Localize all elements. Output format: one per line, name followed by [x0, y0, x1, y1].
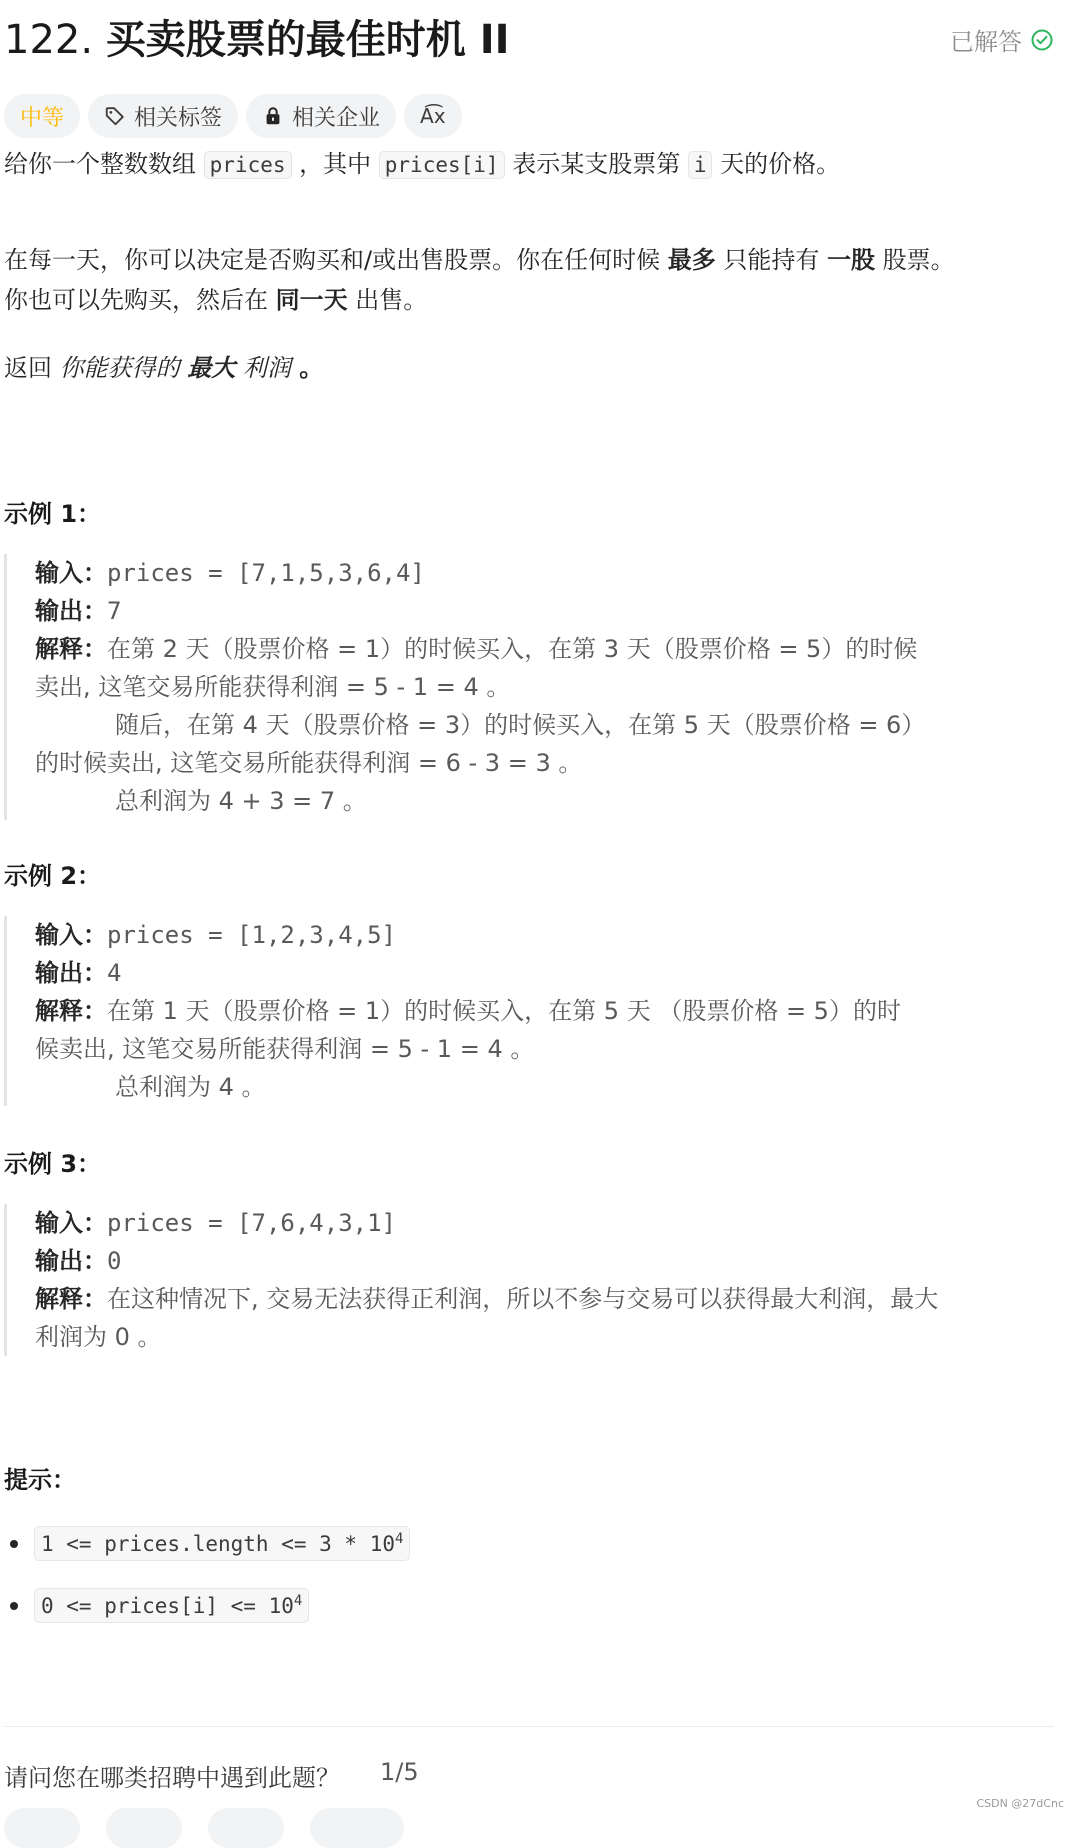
explanation-text: 在第 1 天（股票价格 = 1）的时候买入，在第 5 天 （股票价格 = 5）的时 — [107, 997, 901, 1025]
input-value: prices = [1,2,3,4,5] — [107, 921, 396, 949]
output-label: 输出： — [35, 1247, 107, 1275]
italic-text: 利润 — [235, 354, 291, 382]
bold-text: 最多 — [667, 246, 716, 274]
example-1-block — [4, 554, 1020, 820]
survey-options — [4, 1808, 404, 1848]
constraint-text: 1 <= prices.length <= 3 * 10 — [41, 1532, 396, 1556]
inline-code: prices — [204, 151, 292, 179]
description-paragraph-3 — [4, 348, 323, 388]
output-label: 输出： — [35, 597, 107, 625]
input-label: 输入： — [35, 559, 107, 587]
explanation-text: 在第 2 天（股票价格 = 1）的时候买入，在第 3 天（股票价格 = 5）的时候 — [107, 635, 918, 663]
description-paragraph-1 — [4, 144, 840, 185]
output-label: 输出： — [35, 959, 107, 987]
text: 只能持有 — [715, 246, 827, 274]
solved-status — [950, 22, 1054, 57]
input-label: 输入： — [35, 1209, 107, 1237]
text: 给你一个整数数组 — [4, 150, 204, 178]
constraint-item — [4, 1588, 309, 1623]
survey-question: 请问您在哪类招聘中遇到此题？ — [4, 1764, 340, 1792]
translate-icon: A͡x — [420, 104, 446, 128]
example-2-block — [4, 916, 1020, 1106]
explanation-label: 解释： — [35, 1285, 107, 1313]
description-paragraph-2 — [4, 240, 955, 280]
watermark: CSDN @27dCnc — [976, 1797, 1064, 1810]
text: 。 — [290, 354, 324, 382]
explanation-text: 卖出, 这笔交易所能获得利润 = 5 - 1 = 4 。 — [35, 673, 511, 701]
explanation-text: 利润为 0 。 — [35, 1323, 162, 1351]
title-row — [4, 12, 1054, 72]
difficulty-badge — [4, 94, 80, 138]
constraint-code — [34, 1588, 309, 1623]
related-topics-label: 相关标签 — [134, 105, 223, 131]
solved-label: 已解答 — [950, 28, 1022, 56]
output-value: 0 — [107, 1247, 122, 1275]
text: 天的价格。 — [712, 150, 841, 178]
explanation-text: 随后，在第 4 天（股票价格 = 3）的时候买入，在第 5 天（股票价格 = 6） — [115, 711, 926, 739]
output-value: 7 — [107, 597, 122, 625]
constraints-heading: 提示： — [4, 1466, 76, 1494]
constraint-text: 0 <= prices[i] <= 10 — [41, 1594, 294, 1618]
survey-option-chip[interactable] — [4, 1808, 80, 1848]
text: 返回 — [4, 354, 60, 382]
problem-title[interactable] — [4, 12, 509, 68]
lock-icon — [262, 105, 284, 127]
constraint-item — [4, 1526, 410, 1561]
bullet-icon — [10, 1602, 18, 1610]
explanation-text: 候卖出, 这笔交易所能获得利润 = 5 - 1 = 4 。 — [35, 1035, 535, 1063]
survey-option-chip[interactable] — [310, 1808, 404, 1848]
explanation-label: 解释： — [35, 635, 107, 663]
inline-code: prices[i] — [379, 151, 505, 179]
bullet-icon — [10, 1540, 18, 1548]
explanation-text: 的时候卖出, 这笔交易所能获得利润 = 6 - 3 = 3 。 — [35, 749, 583, 777]
inline-code: i — [688, 151, 713, 179]
bold-text: 一股 — [826, 246, 875, 274]
explanation-label: 解释： — [35, 997, 107, 1025]
text: ，其中 — [291, 150, 379, 178]
bold-italic-text: 最大 — [187, 354, 236, 382]
input-value: prices = [7,6,4,3,1] — [107, 1209, 396, 1237]
problem-name: 买卖股票的最佳时机 II — [105, 17, 510, 63]
survey-option-chip[interactable] — [106, 1808, 182, 1848]
explanation-text: 总利润为 4 。 — [115, 1073, 266, 1101]
text: 表示某支股票第 — [504, 150, 688, 178]
description-paragraph-2b — [4, 280, 427, 320]
check-circle-icon — [1030, 28, 1054, 52]
explanation-text: 在这种情况下, 交易无法获得正利润，所以不参与交易可以获得最大利润，最大 — [107, 1285, 939, 1313]
example-3-heading: 示例 3： — [4, 1150, 102, 1178]
example-2-heading: 示例 2： — [4, 862, 102, 890]
input-value: prices = [7,1,5,3,6,4] — [107, 559, 425, 587]
recruitment-survey — [4, 1758, 419, 1793]
output-value: 4 — [107, 959, 122, 987]
example-3-block — [4, 1204, 1020, 1356]
problem-number: 122. — [4, 17, 94, 63]
example-1-heading: 示例 1： — [4, 500, 102, 528]
tag-icon — [104, 105, 126, 127]
related-companies-button[interactable] — [246, 94, 396, 138]
text: 在每一天，你可以决定是否购买和/或出售股票。你在任何时候 — [4, 246, 668, 274]
constraint-code — [34, 1526, 410, 1561]
tag-row — [4, 94, 462, 138]
italic-text: 你能获得的 — [59, 354, 188, 382]
divider — [4, 1726, 1054, 1727]
exponent: 4 — [395, 1531, 404, 1547]
survey-option-chip[interactable] — [208, 1808, 284, 1848]
text: 你也可以先购买，然后在 — [4, 286, 276, 314]
translate-button[interactable] — [404, 94, 462, 138]
bold-text: 同一天 — [275, 286, 348, 314]
input-label: 输入： — [35, 921, 107, 949]
exponent: 4 — [293, 1593, 303, 1609]
text: 出售。 — [347, 286, 428, 314]
related-companies-label: 相关企业 — [292, 105, 381, 131]
explanation-text: 总利润为 4 + 3 = 7 。 — [115, 787, 367, 815]
difficulty-label: 中等 — [20, 105, 65, 131]
survey-pagination: 1/5 — [380, 1758, 419, 1786]
text: 股票。 — [874, 246, 955, 274]
related-topics-button[interactable] — [88, 94, 238, 138]
